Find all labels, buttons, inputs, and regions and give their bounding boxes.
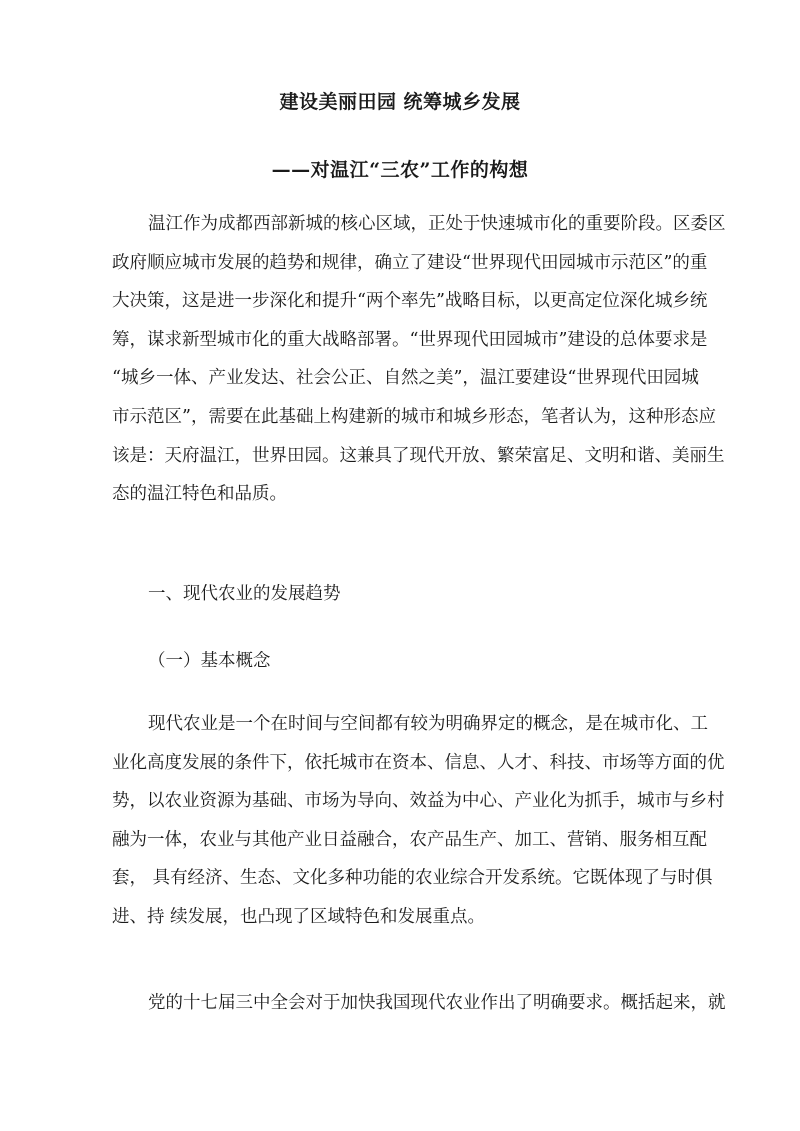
paragraph-intro	[112, 205, 726, 514]
paragraph-line: 进、持 续发展，也凸现了区域特色和发展重点。	[112, 906, 486, 927]
paragraph-line: 现代农业是一个在时间与空间都有较为明确界定的概念，是在城市化、工	[148, 714, 708, 734]
section-heading: 一、现代农业的发展趋势	[148, 584, 341, 604]
paragraph-line: 温江作为成都西部新城的核心区域，正处于快速城市化的重要阶段。区委区	[148, 214, 726, 234]
paragraph-line: 态的温江特色和品质。	[112, 484, 287, 505]
paragraph-line: 党的十七届三中全会对于加快我国现代农业作出了明确要求。概括起来，就	[148, 993, 726, 1013]
paragraph-line: “城乡一体、产业发达、社会公正、自然之美”，温江要建设“世界现代田园城	[112, 368, 699, 389]
paragraph-line: 业化高度发展的条件下，依托城市在资本、信息、人才、科技、市场等方面的优	[112, 752, 725, 773]
paragraph-party-plenum	[112, 984, 726, 1023]
paragraph-line: 大决策，这是进一步深化和提升“两个率先”战略目标，以更高定位深化城乡统	[112, 291, 708, 312]
paragraph-line: 政府顺应城市发展的趋势和规律，确立了建设“世界现代田园城市示范区”的重	[112, 252, 708, 273]
document-title: 建设美丽田园 统筹城乡发展	[279, 91, 521, 113]
paragraph-line: 势，以农业资源为基础、市场为导向、效益为中心、产业化为抓手，城市与乡村	[112, 791, 725, 812]
paragraph-line: 该是：天府温江，世界田园。这兼具了现代开放、繁荣富足、文明和谐、美丽生	[112, 445, 725, 466]
paragraph-line: 市示范区”，需要在此基础上构建新的城市和城乡形态，笔者认为，这种形态应	[112, 406, 716, 427]
document-subtitle: ——对温江“三农”工作的构想	[271, 159, 529, 181]
paragraph-line: 套， 具有经济、生态、文化多种功能的农业综合开发系统。它既体现了与时俱	[112, 868, 713, 889]
paragraph-concept	[112, 705, 725, 937]
subsection-heading: （一）基本概念	[148, 651, 271, 671]
paragraph-line: 筹，谋求新型城市化的重大战略部署。“世界现代田园城市”建设的总体要求是	[112, 329, 708, 350]
paragraph-line: 融为一体，农业与其他产业日益融合，农产品生产、加工、营销、服务相互配	[112, 829, 707, 850]
